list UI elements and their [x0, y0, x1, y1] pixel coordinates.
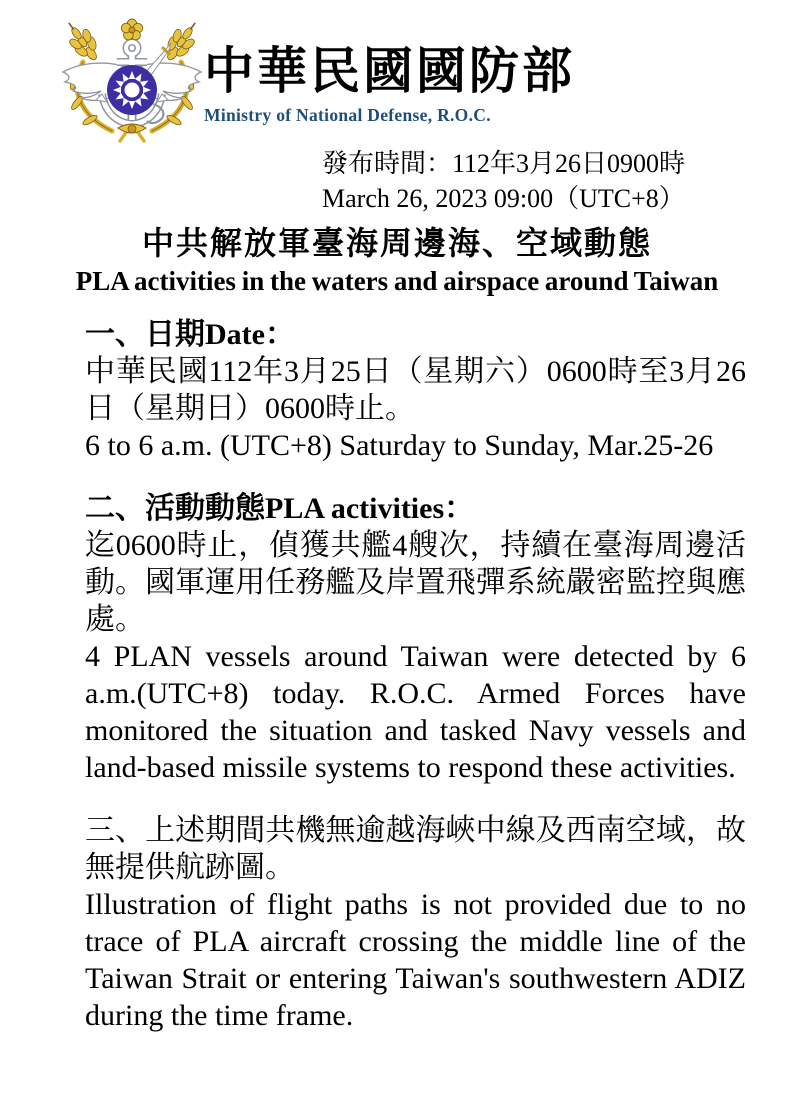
release-time: [322, 146, 685, 216]
plum-blossom-icon: [121, 19, 142, 40]
wheat-ear-left: [58, 15, 105, 66]
section-no-flight-map: [85, 812, 746, 1034]
section-pla-activities-en: 4 PLAN vessels around Taiwan were detected by 6 a.m.(UTC+8) today. R.O.C. Armed Forces have monitored the situation and tasked Navy vessels and land-based missile systems to respond these activities.: [85, 640, 746, 784]
wheat-ear-right: [158, 15, 205, 66]
doc-title: [0, 218, 794, 297]
release-time-zh: 發布時間：112年3月26日0900時: [322, 149, 686, 178]
section-date-zh: 中華民國112年3月25日（星期六）0600時至3月26日（星期日）0600時止。: [85, 355, 746, 425]
wreath-knot: [118, 124, 146, 141]
section-no-flight-map-zh: 三、上述期間共機無逾越海峽中線及西南空域，故無提供航跡圖。: [85, 814, 746, 884]
section-date-en: 6 to 6 a.m. (UTC+8) Saturday to Sunday, Mar.25-26: [85, 429, 714, 462]
org-name-zh: 中華民國國防部: [204, 43, 575, 99]
mnd-roc-emblem-icon: [57, 10, 207, 145]
doc-title-zh: 中共解放軍臺海周邊海、空域動態: [141, 225, 652, 261]
section-date-heading: 一、日期Date：: [85, 318, 295, 351]
section-pla-activities-heading: 二、活動動態PLA activities：: [85, 492, 475, 525]
release-time-en: March 26, 2023 09:00（UTC+8）: [322, 184, 685, 213]
section-pla-activities: [85, 490, 746, 786]
doc-body: [85, 316, 746, 1034]
section-no-flight-map-en: Illustration of flight paths is not provided due to no trace of PLA aircraft crossing the middle line of the Taiwan Strait or entering Taiwan's southwestern ADIZ during the time frame.: [85, 888, 746, 1032]
masthead: [204, 43, 575, 126]
doc-title-en: PLA activities in the waters and airspace around Taiwan: [75, 266, 719, 296]
org-name-en: Ministry of National Defense, R.O.C.: [204, 105, 491, 125]
section-pla-activities-zh: 迄0600時止，偵獲共艦4艘次，持續在臺海周邊活動。國軍運用任務艦及岸置飛彈系統嚴密監控與應處。: [85, 529, 746, 636]
section-date: [85, 316, 746, 464]
